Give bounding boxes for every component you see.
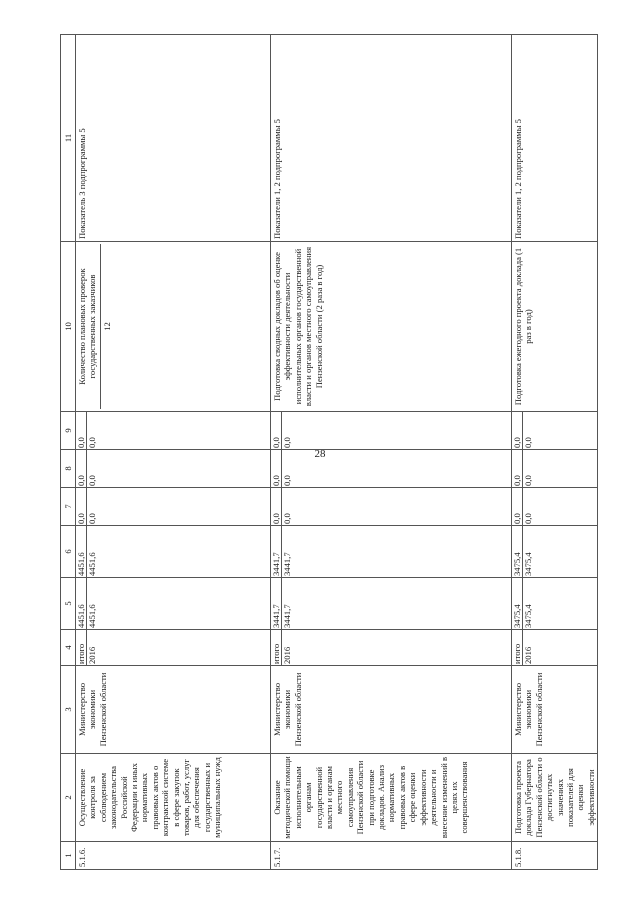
row-number: 5.1.6. (76, 842, 271, 870)
col6-2016: 3441,7 (282, 526, 293, 577)
col7-total: 0,0 (76, 513, 86, 524)
header-col-8: 8 (61, 450, 76, 488)
col5-cell (271, 578, 512, 630)
executor: Министерство экономики Пензенской области (512, 666, 598, 754)
col8-2016: 0,0 (87, 450, 98, 487)
col9-cell (271, 412, 512, 450)
col8-2016: 0,0 (282, 450, 293, 487)
executor: Министерство экономики Пензенской области (76, 666, 271, 754)
indicator-text: Подготовка сводных докладов об оценке эффективности деятельности исполнительных органов государственной власти и органов местного самоуправления Пензенской области (2 раза в год) (272, 246, 324, 407)
col7-total: 0,0 (512, 513, 522, 524)
row-number: 5.1.7. (271, 842, 512, 870)
col7-cell (76, 488, 271, 526)
page-number: 28 (314, 448, 326, 460)
col7-2016: 0,0 (523, 488, 534, 525)
indicator-value: 12 (100, 244, 112, 409)
col5-2016: 3475,4 (523, 578, 534, 629)
col6-2016: 4451,6 (87, 526, 98, 577)
col9-total: 0,0 (512, 437, 522, 448)
header-col-10: 10 (61, 242, 76, 412)
year-2016: 2016 (87, 630, 98, 665)
year-2016: 2016 (282, 630, 293, 665)
header-col-2: 2 (61, 754, 76, 842)
col5-total: 4451,6 (76, 604, 86, 628)
col9-total: 0,0 (76, 437, 86, 448)
col6-2016: 3475,4 (523, 526, 534, 577)
col9-2016: 0,0 (523, 412, 534, 449)
indicator-cell (512, 242, 598, 412)
subprogram-link: Показатели 1, 2 подпрограммы 5 (271, 35, 512, 242)
executor: Министерство экономики Пензенской области (271, 666, 512, 754)
year-total: итого (271, 643, 281, 664)
col8-2016: 0,0 (523, 450, 534, 487)
indicator-cell (271, 242, 512, 412)
col9-2016: 0,0 (87, 412, 98, 449)
header-col-6: 6 (61, 526, 76, 578)
col7-cell (271, 488, 512, 526)
header-col-9: 9 (61, 412, 76, 450)
event-name: Оказание методической помощи исполнительным органам государственной власти и органам местного самоуправления Пензенской области при подготовке докладов. Анализ нормативных правовых актов в сфере оценки эффективности деятельности и внесение изменений в целях их совершенствования (271, 754, 512, 842)
col6-cell (512, 526, 598, 578)
header-col-7: 7 (61, 488, 76, 526)
header-col-11: 11 (61, 35, 76, 242)
row-number: 5.1.8. (512, 842, 598, 870)
col8-cell (271, 450, 512, 488)
col6-total: 4451,6 (76, 552, 86, 576)
col5-cell (512, 578, 598, 630)
col7-2016: 0,0 (282, 488, 293, 525)
event-name: Подготовка проекта доклада Губернатора Пензенской области о достигнутых значениях показателей для оценки эффективности (512, 754, 598, 842)
subprogram-link: Показатели 1, 2 подпрограммы 5 (512, 35, 598, 242)
col8-total: 0,0 (271, 475, 281, 486)
col7-total: 0,0 (271, 513, 281, 524)
col9-2016: 0,0 (282, 412, 293, 449)
table-row (76, 35, 271, 870)
year-cell (76, 630, 271, 666)
year-total: итого (76, 643, 86, 664)
indicator-text: Подготовка ежегодного проекта доклада (1 раз в год) (513, 247, 534, 406)
header-row (61, 35, 76, 870)
program-table-wrapper (60, 35, 596, 870)
year-cell (271, 630, 512, 666)
col8-cell (76, 450, 271, 488)
col5-2016: 4451,6 (87, 578, 98, 629)
col5-total: 3441,7 (271, 604, 281, 628)
header-col-1: 1 (61, 842, 76, 870)
col9-cell (76, 412, 271, 450)
year-total: итого (512, 643, 522, 664)
col7-2016: 0,0 (87, 488, 98, 525)
header-col-5: 5 (61, 578, 76, 630)
col8-total: 0,0 (76, 475, 86, 486)
col5-2016: 3441,7 (282, 578, 293, 629)
col6-total: 3441,7 (271, 552, 281, 576)
header-col-3: 3 (61, 666, 76, 754)
table-row (271, 35, 512, 870)
col5-total: 3475,4 (512, 604, 522, 628)
col9-cell (512, 412, 598, 450)
year-cell (512, 630, 598, 666)
indicator-cell (76, 242, 271, 412)
col6-cell (271, 526, 512, 578)
program-activities-table (60, 34, 598, 870)
event-name: Осуществление контроля за соблюдением законодательства Российской Федерации и иных нормативных правовых актов о контрактной системе в сфере закупок товаров, работ, услуг для обеспечения государственных и муниципальных нужд (76, 754, 271, 842)
header-col-4: 4 (61, 630, 76, 666)
col7-cell (512, 488, 598, 526)
col9-total: 0,0 (271, 437, 281, 448)
subprogram-link: Показатель 3 подпрограммы 5 (76, 35, 271, 242)
col6-total: 3475,4 (512, 552, 522, 576)
col8-total: 0,0 (512, 475, 522, 486)
table-row (512, 35, 598, 870)
col8-cell (512, 450, 598, 488)
col5-cell (76, 578, 271, 630)
indicator-text: Количество плановых проверок государственных заказчиков (77, 268, 98, 385)
year-2016: 2016 (523, 630, 534, 665)
col6-cell (76, 526, 271, 578)
